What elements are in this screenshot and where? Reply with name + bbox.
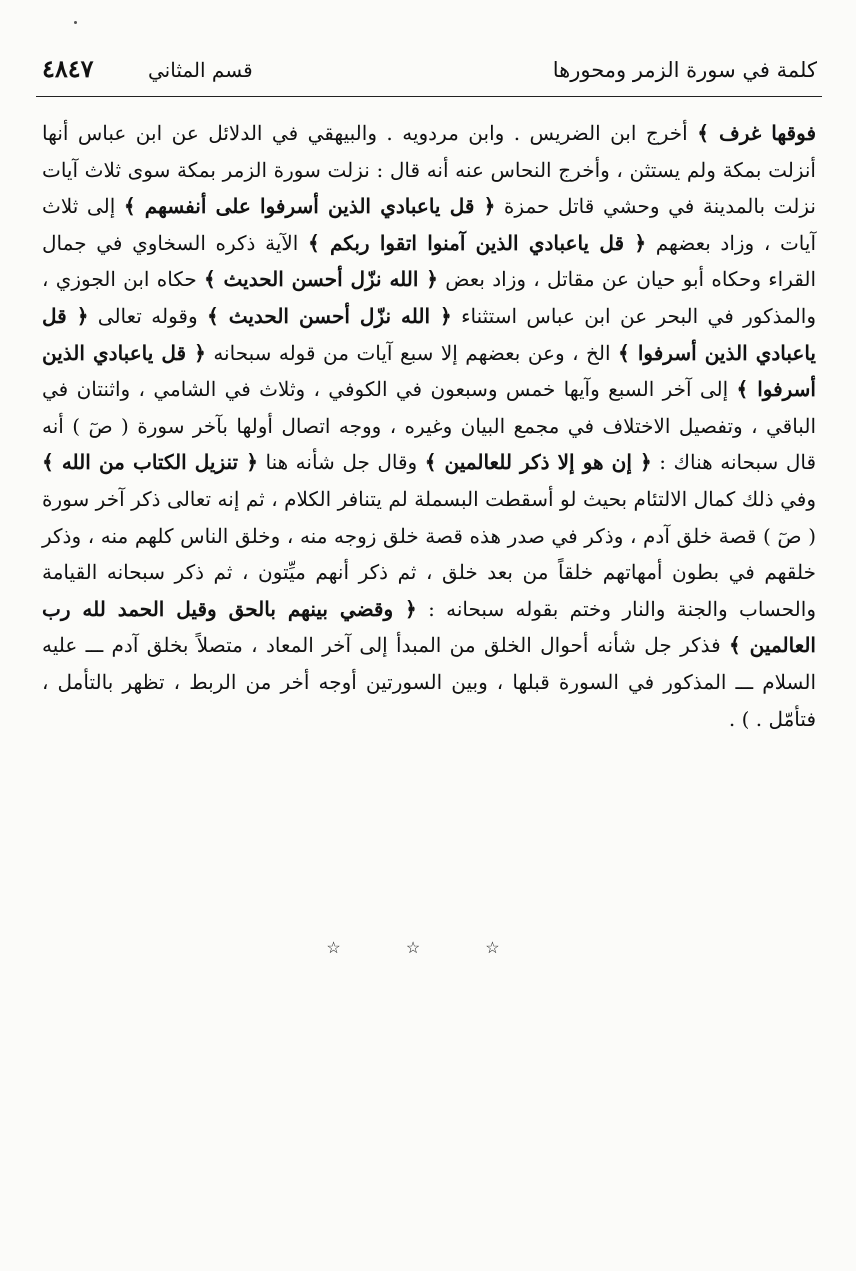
commentary-text: أخرج ابن الضريس . وابن مردويه . والبيهقي في الدلائل عن ابن عباس أنها أنزلت بمكة ولم يستثن ، وأخرج النحاس عنه أنه قال : نزلت سورة الزمر بمكة سوى ثلاث آيات نزلت بالمدينة في وحشي قاتل حمزة	[42, 121, 816, 219]
commentary-text: وقال جل شأنه هنا	[257, 450, 425, 475]
commentary-text: وفي ذلك كمال الالتئام بحيث لو أسقطت البسملة لم يتنافر الكلام ، ثم إنه تعالى ذكر آخر سورة ( صٓ ) قصة خلق آدم ، وذكر في صدر هذه قصة خلق زوجه منه ، وخلق الناس كلهم منه ، وذكر خلقهم في بطون أمهاتهم خلقاً من بعد خلق ، ثم ذكر أنهم ميِّتون ، ثم ذكر سبحانه القيامة والحساب والجنة والنار وختم بقوله سبحانه :	[42, 486, 816, 621]
chapter-title: كلمة في سورة الزمر ومحورها	[552, 58, 817, 82]
commentary-text: فذكر جل شأنه أحوال الخلق من المبدأ إلى آخر المعاد ، متصلاً بخلق آدم ـــ عليه السلام ـــ المذكور في السورة قبلها ، وبين السورتين أوجه أخر من الربط ، تظهر بالتأمل ، فتأمّل . ) .	[42, 633, 816, 731]
quran-quote: ﴿ قل ياعبادي الذين أسرفوا ﴾	[42, 303, 816, 365]
commentary-text: حكاه ابن الجوزي ، والمذكور في البحر عن ابن عباس استثناء	[42, 267, 817, 328]
commentary-text: إلى آخر السبع وآيها خمس وسبعون في الكوفي ، وثلاث في الشامي ، واثنتان في الباقي ، وتفصيل الاختلاف في مجمع البيان وغيره ، ووجه اتصال أولها بآخر سورة ( صٓ ) أنه قال سبحانه هناك :	[42, 377, 816, 475]
section-name: قسم المثاني	[148, 58, 253, 82]
page-number: ٤٨٤٧	[42, 54, 94, 83]
quran-quote: ﴿ الله نزّل أحسن الحديث ﴾	[207, 303, 452, 328]
commentary-text: وقوله تعالى	[88, 303, 207, 328]
quran-quote: ﴿ الله نزّل أحسن الحديث ﴾	[203, 267, 439, 292]
quran-quote: ﴿ قل ياعبادي الذين أسرفوا ﴾	[42, 340, 816, 402]
running-header	[36, 56, 821, 96]
quran-quote: فوقها غرف ﴾	[697, 121, 817, 145]
quran-quote: ﴿ تنزيل الكتاب من الله ﴾	[42, 450, 258, 475]
quran-quote: ﴿ وقضي بينهم بالحق وقيل الحمد لله رب العالمين ﴾	[42, 596, 816, 658]
commentary-text: الخ ، وعن بعضهم إلا سبع آيات من قوله سبحانه	[205, 340, 619, 365]
quran-quote: ﴿ قل ياعبادي الذين أسرفوا على أنفسهم ﴾	[123, 194, 496, 219]
quran-quote: ﴿ قل ياعبادي الذين آمنوا اتقوا ربكم ﴾	[308, 230, 647, 255]
body-paragraph	[42, 115, 816, 737]
header-rule	[36, 96, 822, 97]
quran-quote: ﴿ إن هو إلا ذكر للعالمين ﴾	[424, 450, 652, 475]
section-separator-stars: ☆ ☆ ☆	[326, 938, 530, 957]
commentary-text: الآية ذكره السخاوي في جمال القراء وحكاه أبو حيان عن مقاتل ، وزاد بعض	[42, 230, 816, 292]
speck	[74, 21, 77, 24]
commentary-text: إلى ثلاث آيات ، وزاد بعضهم	[42, 194, 816, 255]
